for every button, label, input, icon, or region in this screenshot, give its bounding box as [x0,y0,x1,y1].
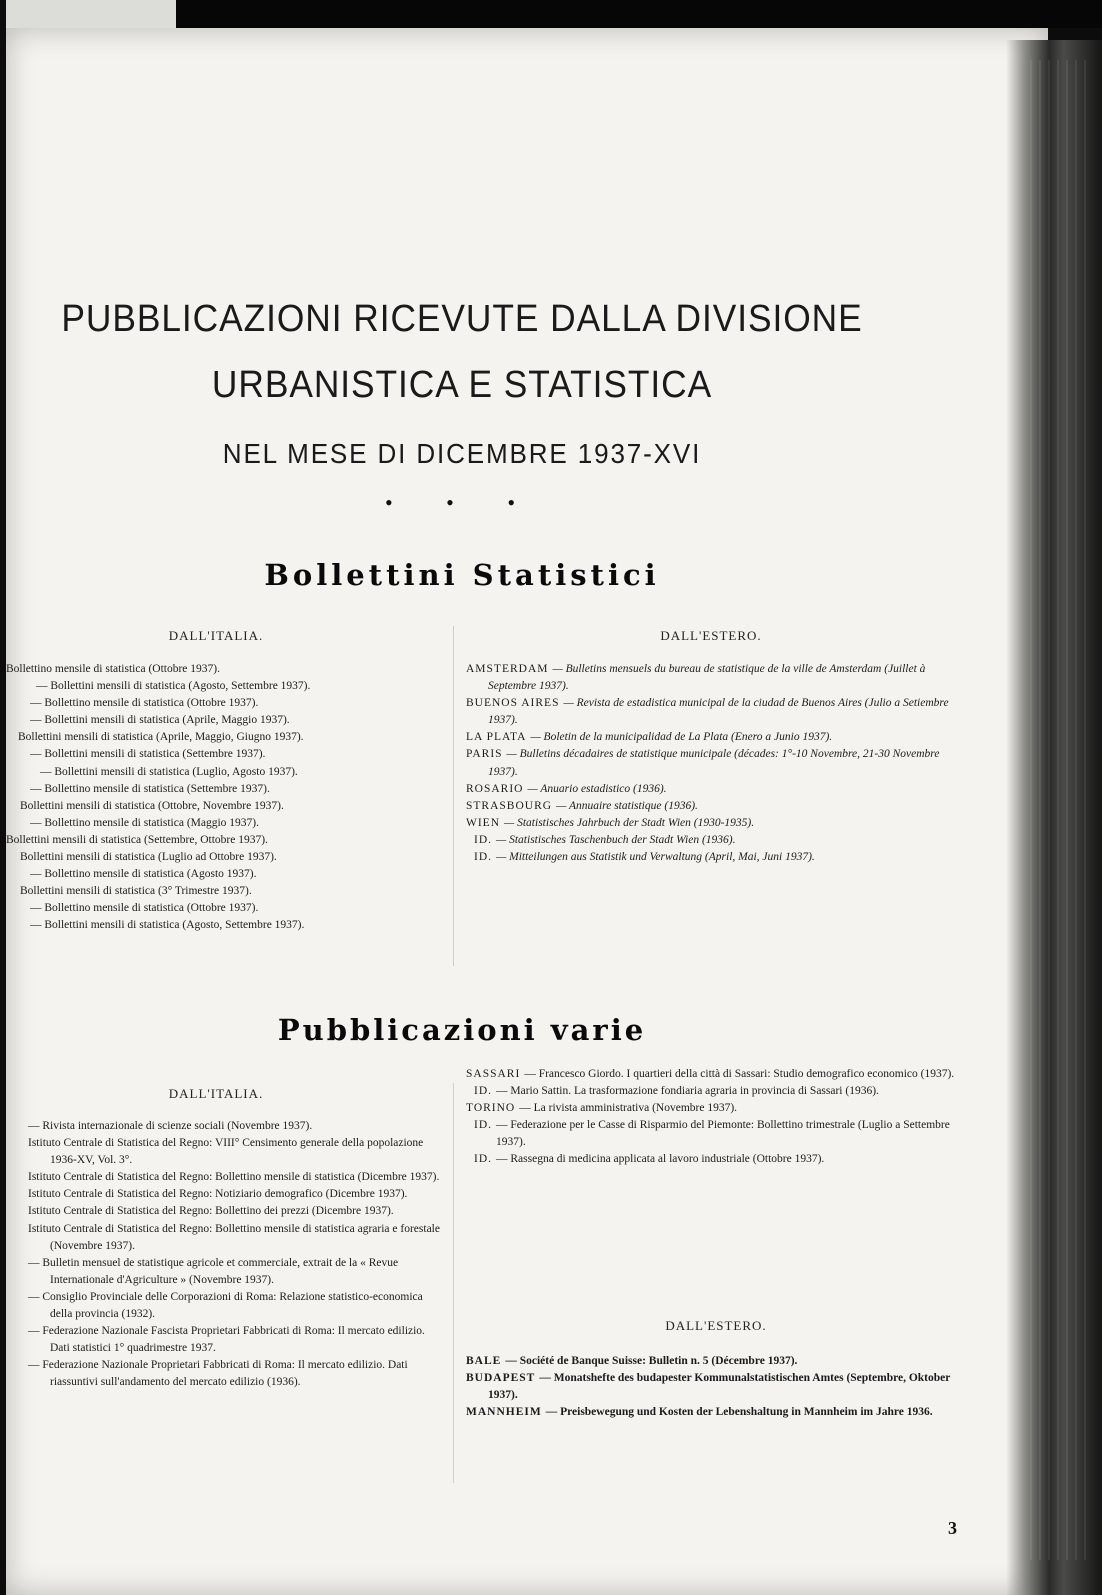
varie-estero-list [466,1353,956,1421]
list-item: ID. — Rassegna di medicina applicata al lavoro industriale (Ottobre 1937). [474,1153,825,1166]
scan-page-stack [1030,60,1090,1560]
list-item: — Bollettini mensili di statistica (Agosto, Settembre 1937). [36,680,311,693]
list-item: WIEN — Statistisches Jahrbuch der Stadt Wien (1930-1935). [466,816,755,829]
list-item: Bollettini mensili di statistica (Ottobre, Novembre 1937). [20,799,284,812]
list-item: ID. — Mitteilungen aus Statistik und Verwaltung (April, Mai, Juni 1937). [474,851,815,864]
list-item: Bollettini mensili di statistica (Aprile, Maggio, Giugno 1937). [18,731,304,744]
list-item: — Bulletin mensuel de statistique agricole et commerciale, extrait de la « Revue Internationale d'Agriculture » (Novembre 1937). [28,1256,399,1286]
list-item: Istituto Centrale di Statistica del Regno: VIII° Censimento generale della popolazione 1936-XV, Vol. 3°. [28,1137,424,1167]
list-item: — Bollettino mensile di statistica (Maggio 1937). [30,816,260,829]
section-title-varie: Pubblicazioni varie [277,1013,647,1047]
scan-top-band [176,0,1102,28]
column-divider-2 [453,1083,454,1483]
list-item: — Bollettini mensili di statistica (Aprile, Maggio 1937). [30,714,290,727]
column-divider [453,626,454,966]
list-item: — Bollettino mensile di statistica (Settembre 1937). [30,782,270,795]
list-item: STRASBOURG — Annuaire statistique (1936). [466,799,698,812]
varie-italia-heading: DALL'ITALIA. [168,1086,264,1101]
list-item: Istituto Centrale di Statistica del Regno: Bollettino dei prezzi (Dicembre 1937). [28,1205,394,1218]
page-number: 3 [948,1518,957,1538]
list-item: — Bollettini mensili di statistica (Agosto, Settembre 1937). [30,919,305,932]
list-item: — Consiglio Provinciale delle Corporazioni di Roma: Relazione statistico-economica della provincia (1932). [28,1290,423,1321]
bollettini-italia-list [6,661,436,935]
varie-italia-list [28,1118,446,1392]
title-line-1: PUBBLICAZIONI RICEVUTE DALLA DIVISIONE [61,298,863,340]
list-item: — Federazione Nazionale Fascista Proprietari Fabbricati di Roma: Il mercato edilizio. Dati statistici 1° quadrimestre 1937. [28,1325,425,1355]
list-item: Istituto Centrale di Statistica del Regno: Bollettino mensile di statistica agraria e forestale (Novembre 1937). [28,1222,440,1252]
list-item: — Bollettino mensile di statistica (Ottobre 1937). [30,697,259,710]
list-item: — Bollettino mensile di statistica (Ottobre 1937). [30,902,259,915]
list-item: ID. — Statistisches Taschenbuch der Stadt Wien (1936). [474,833,736,846]
italia-heading: DALL'ITALIA. [168,628,264,643]
list-item: Bollettino mensile di statistica (Ottobre 1937). [6,663,220,675]
list-item: Bollettini mensili di statistica (Settembre, Ottobre 1937). [6,833,268,846]
list-item: — Bollettini mensili di statistica (Settembre 1937). [30,748,266,761]
scan-top-margin [6,0,176,28]
list-item: — Bollettini mensili di statistica (Luglio, Agosto 1937). [40,765,298,778]
list-item: ID. — Federazione per le Casse di Risparmio del Piemonte: Bollettino trimestrale (Luglio a Settembre 1937). [474,1119,950,1149]
list-item: Bollettini mensili di statistica (Luglio ad Ottobre 1937). [20,851,277,864]
list-item: BUDAPEST — Monatshefte des budapester Kommunalstatistischen Amtes (Septembre, Oktober 1937). [466,1372,951,1402]
title-line-2: URBANISTICA E STATISTICA [211,364,713,406]
bollettini-estero-list [466,661,956,866]
list-item: SASSARI — Francesco Giordo. I quartieri della città di Sassari: Studio demografico economico (1937). [466,1068,955,1080]
list-item: Istituto Centrale di Statistica del Regno: Notiziario demografico (Dicembre 1937). [28,1188,408,1201]
varie-right-list [466,1066,956,1169]
section-title-bollettini: Bollettini Statistici [264,558,660,592]
list-item: ID. — Mario Sattin. La trasformazione fondiaria agraria in provincia di Sassari (1936). [474,1085,879,1098]
list-item: BUENOS AIRES — Revista de estadistica municipal de la ciudad de Buenos Aires (Julio a Setiembre 1937). [466,697,949,727]
title-line-3: NEL MESE DI DICEMBRE 1937-XVI [222,438,702,469]
list-item: TORINO — La rivista amministrativa (Novembre 1937). [466,1102,738,1115]
varie-estero-heading: DALL'ESTERO. [665,1318,767,1333]
list-item: PARIS — Bulletins décadaires de statistique municipale (décades: 1°-10 Novembre, 21-30 Novembre 1937). [466,748,940,778]
list-item: ROSARIO — Anuario estadistico (1936). [466,782,667,795]
document-page [6,28,1048,1595]
list-item: Bollettini mensili di statistica (3° Trimestre 1937). [20,885,252,898]
list-item: AMSTERDAM — Bulletins mensuels du bureau de statistique de la ville de Amsterdam (Juillet à Septembre 1937). [466,663,926,693]
list-item: — Bollettino mensile di statistica (Agosto 1937). [30,868,257,881]
list-item: — Rivista internazionale di scienze sociali (Novembre 1937). [28,1120,313,1132]
list-item: LA PLATA — Boletin de la municipalidad de La Plata (Enero a Junio 1937). [466,731,833,744]
ornament-dots: • • • [384,490,540,515]
estero-heading: DALL'ESTERO. [660,628,762,643]
list-item: MANNHEIM — Preisbewegung und Kosten der Lebenshaltung in Mannheim im Jahre 1936. [466,1406,933,1419]
list-item: — Federazione Nazionale Proprietari Fabbricati di Roma: Il mercato edilizio. Dati riassuntivi sull'andamento del mercato edilizio (1936). [28,1359,408,1389]
list-item: Istituto Centrale di Statistica del Regno: Bollettino mensile di statistica (Dicembre 1937). [28,1171,440,1184]
list-item: BALE — Société de Banque Suisse: Bulletin n. 5 (Décembre 1937). [466,1355,798,1367]
